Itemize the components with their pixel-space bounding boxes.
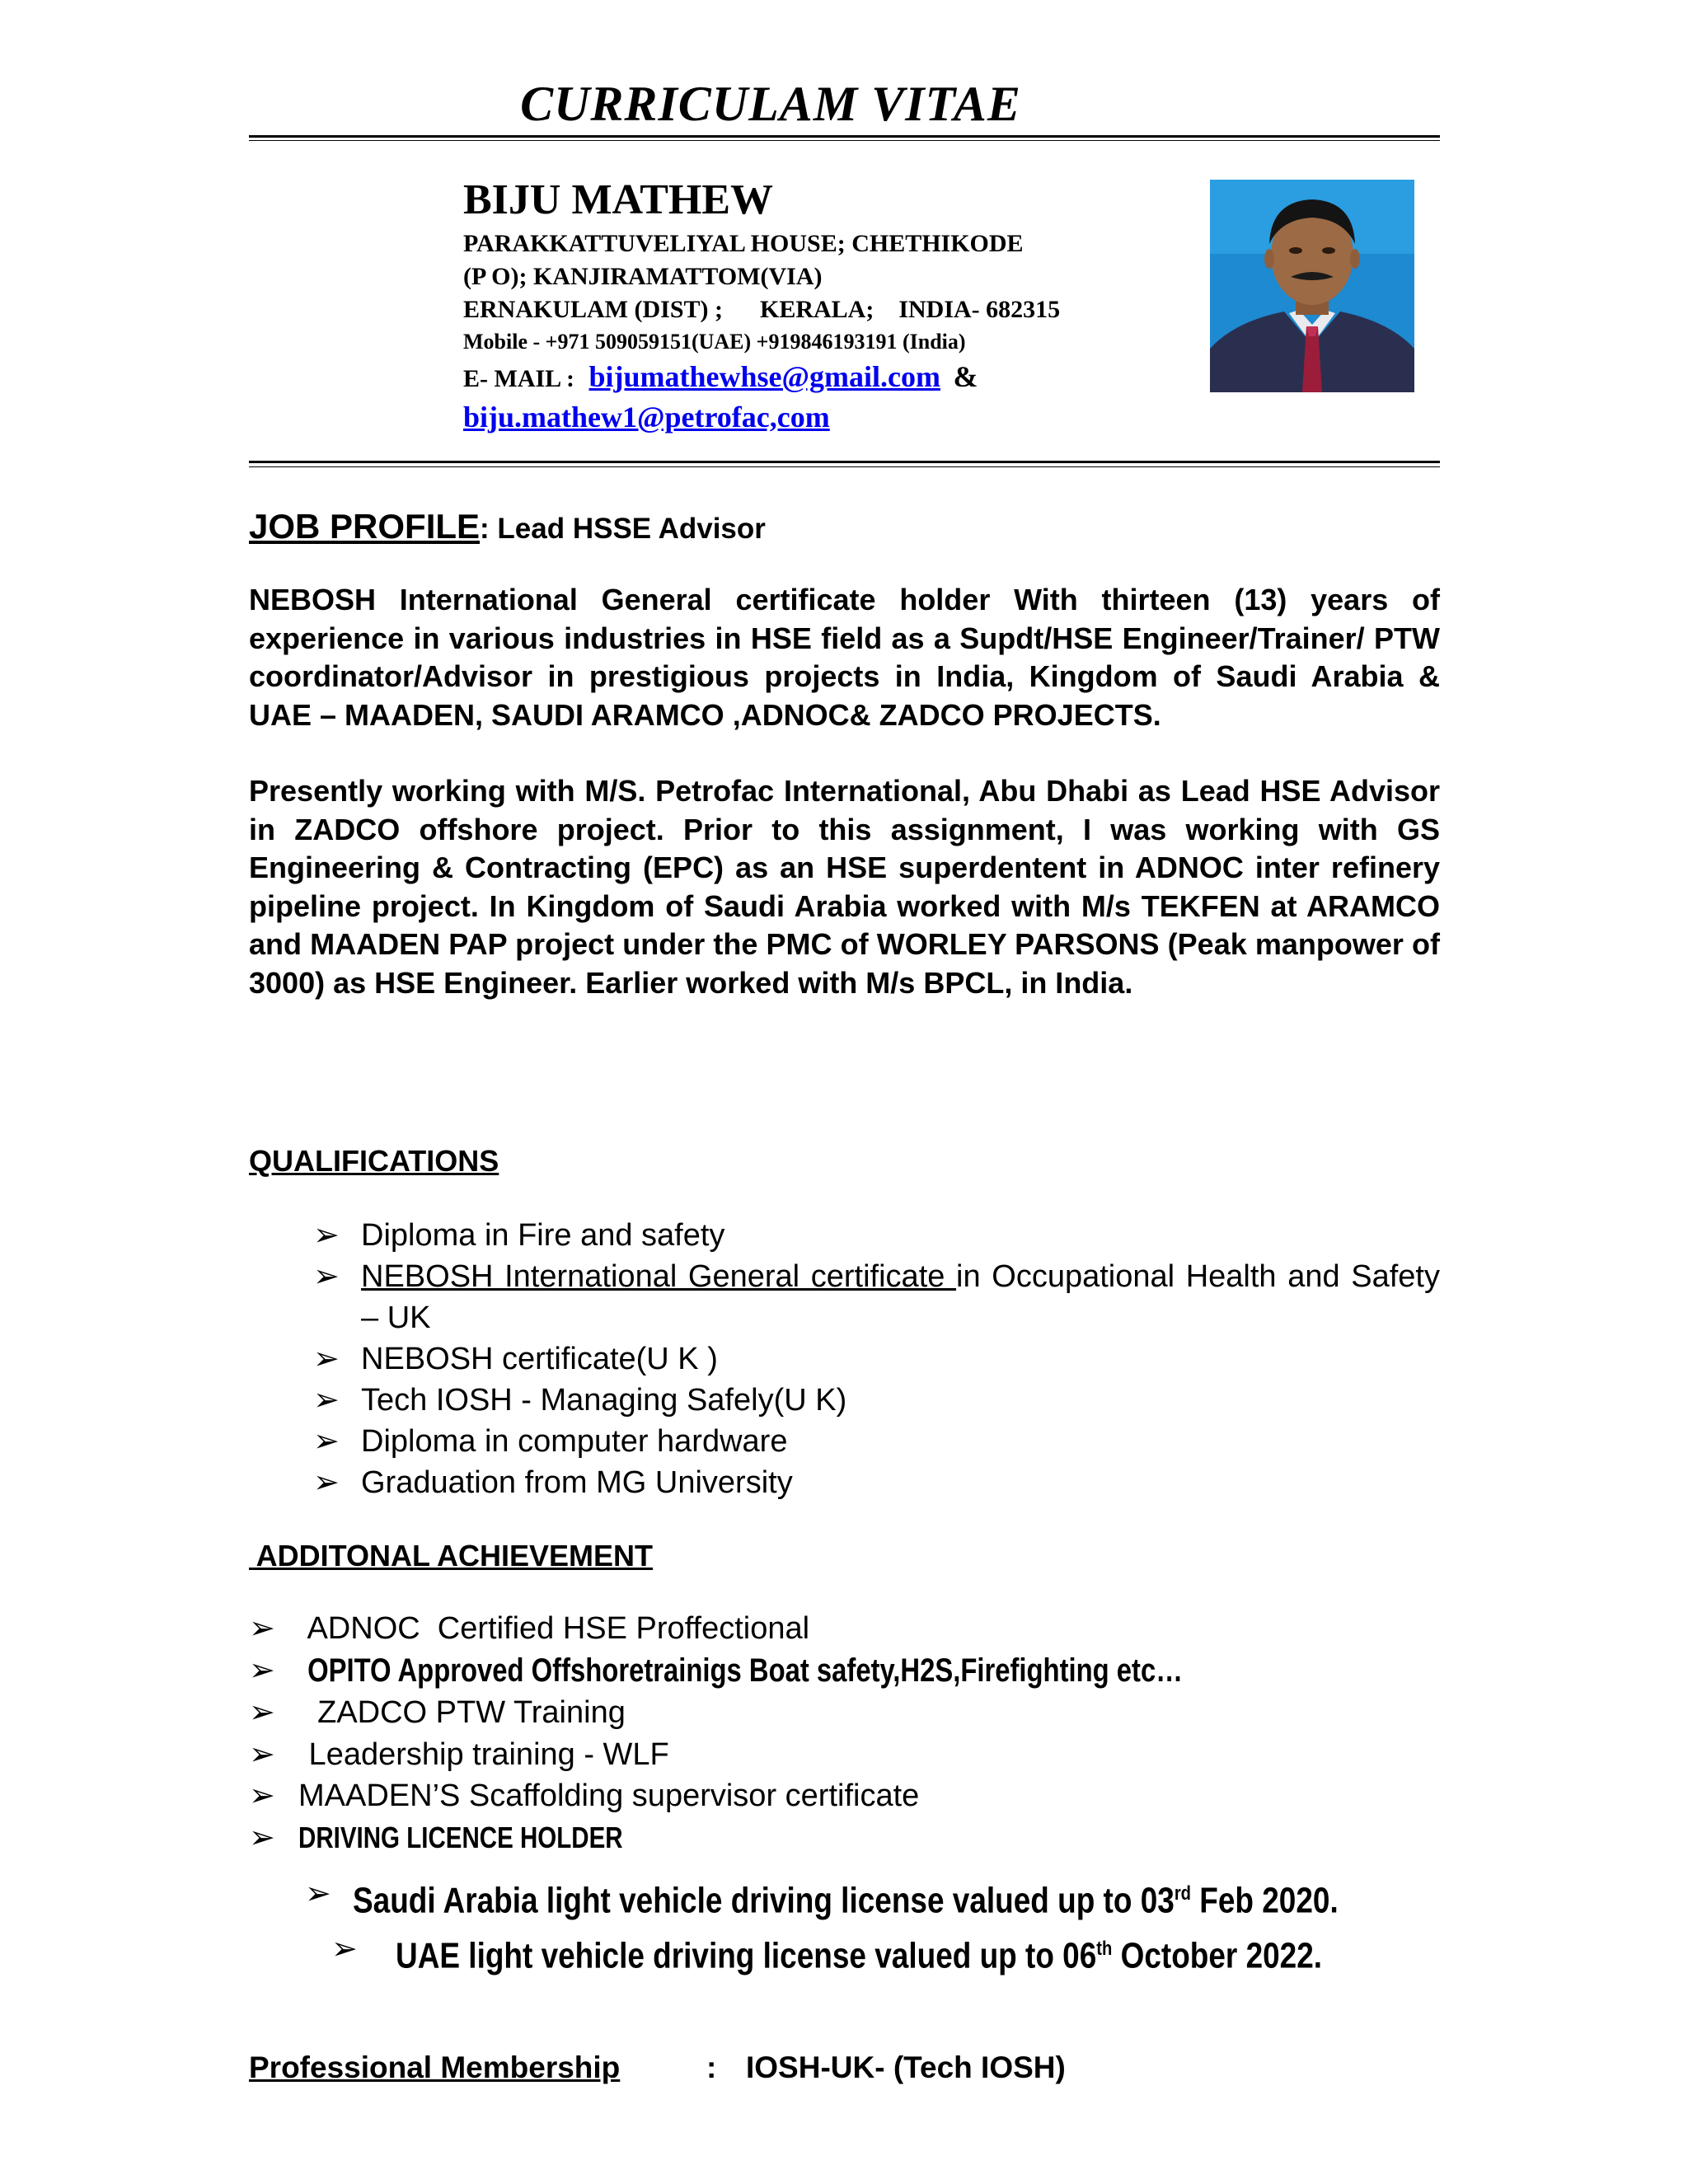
current-employment: Presently working with M/S. Petrofac International, Abu Dhabi as Lead HSE Advisor in ZADCO offshore project. Prior to this assignment, I was working with GS Engineering & Contracting (EPC) as an HSE superdentent in ADNOC inter refinery pipeline project. In Kingdom of Saudi Arabia worked with M/s TEKFEN at ARAMCO and MAADEN PAP project under the PMC of WORLEY PARSONS (Peak manpower of 3000) as HSE Engineer. Earlier worked with M/s BPCL, in India. bbox=[249, 774, 1440, 1000]
title-rule bbox=[249, 135, 1440, 138]
list-item bbox=[249, 1338, 1440, 1380]
license-text-main: Saudi Arabia light vehicle driving license valued up to 03 bbox=[353, 1880, 1175, 1921]
list-item-text: OPITO Approved Offshoretrainigs Boat safety,H2S,Firefighting etc… bbox=[300, 1652, 1184, 1689]
additional-heading: ADDITONAL ACHIEVEMENT bbox=[249, 1539, 654, 1572]
candidate-name: BIJU MATHEW bbox=[463, 176, 774, 223]
mobile-numbers: Mobile - +971 509059151(UAE) +919846193191 (India) bbox=[463, 330, 966, 354]
list-item-text: Diploma in Fire and safety bbox=[361, 1218, 725, 1253]
list-item bbox=[249, 1734, 1440, 1776]
license-text bbox=[353, 1870, 1339, 1925]
list-item-text: Tech IOSH - Managing Safely(U K) bbox=[361, 1383, 847, 1418]
list-item-text: DRIVING LICENCE HOLDER bbox=[298, 1820, 623, 1854]
address-line-3: ERNAKULAM (DIST) ; KERALA; INDIA- 682315 bbox=[463, 296, 1061, 323]
email-link-gmail[interactable]: bijumathewhse@gmail.com bbox=[588, 360, 940, 393]
list-item bbox=[249, 1608, 1440, 1650]
list-item-text: Leadership training - WLF bbox=[300, 1736, 669, 1772]
arrow-icon: ➢ bbox=[331, 1931, 358, 1966]
job-profile-section bbox=[249, 507, 1440, 1002]
list-item-text: Graduation from MG University bbox=[361, 1465, 793, 1500]
list-item-text: MAADEN’S Scaffolding supervisor certificate bbox=[298, 1779, 920, 1813]
job-profile-heading bbox=[249, 507, 1440, 546]
header-rule bbox=[249, 461, 1440, 463]
job-profile-colon: : bbox=[480, 513, 490, 545]
qualifications-list bbox=[249, 1215, 1440, 1503]
list-item bbox=[249, 1817, 1440, 1859]
list-item bbox=[249, 1215, 1440, 1256]
job-profile-value: Lead HSSE Advisor bbox=[489, 513, 766, 545]
list-item bbox=[249, 1650, 1440, 1693]
qualifications-heading: QUALIFICATIONS bbox=[249, 1144, 499, 1178]
membership-value: IOSH-UK- (Tech IOSH) bbox=[746, 2050, 1066, 2084]
email-label: E- MAIL : bbox=[463, 365, 574, 392]
achievement-list bbox=[249, 1608, 1440, 1858]
list-item-text: in Occupational Health and Safety – UK bbox=[361, 1259, 1440, 1335]
membership-colon: : bbox=[706, 2050, 717, 2084]
list-item-text: ADNOC Certified HSE Proffectional bbox=[300, 1611, 810, 1646]
title-rule-thin bbox=[249, 140, 1440, 141]
email-separator: & bbox=[953, 360, 978, 393]
list-item bbox=[249, 1421, 1440, 1462]
license-text-end: October 2022. bbox=[1112, 1935, 1323, 1976]
list-item-underlined: NEBOSH International General certificate bbox=[361, 1259, 957, 1294]
license-superscript: rd bbox=[1174, 1882, 1191, 1905]
email-row bbox=[463, 358, 1189, 398]
list-item-text: NEBOSH certificate(U K ) bbox=[361, 1342, 718, 1376]
license-text-end: Feb 2020. bbox=[1190, 1880, 1339, 1921]
license-uae bbox=[249, 1925, 1440, 1980]
contact-header bbox=[463, 173, 1189, 438]
list-item bbox=[249, 1462, 1440, 1503]
membership-label: Professional Membership bbox=[249, 2050, 621, 2084]
profile-photo bbox=[1210, 180, 1414, 392]
additional-achievement-section bbox=[249, 1539, 1440, 1980]
list-item bbox=[249, 1692, 1440, 1734]
job-profile-label: JOB PROFILE bbox=[249, 507, 481, 546]
header-rule-thin bbox=[249, 466, 1440, 467]
license-text bbox=[396, 1925, 1322, 1980]
address-line-1: PARAKKATTUVELIYAL HOUSE; CHETHIKODE bbox=[463, 230, 1024, 257]
email-link-petrofac[interactable]: biju.mathew1@petrofac,com bbox=[463, 401, 830, 434]
list-item bbox=[249, 1256, 1440, 1338]
arrow-icon: ➢ bbox=[305, 1877, 331, 1911]
license-saudi bbox=[249, 1870, 1440, 1925]
list-item bbox=[249, 1380, 1440, 1421]
list-item-text: Diploma in computer hardware bbox=[361, 1424, 788, 1459]
license-superscript: th bbox=[1096, 1937, 1113, 1960]
list-item-text: ZADCO PTW Training bbox=[300, 1695, 626, 1730]
license-text-main: UAE light vehicle driving license valued up to 06 bbox=[396, 1935, 1097, 1976]
profile-summary: NEBOSH International General certificate holder With thirteen (13) years of experience in various industries in HSE field as a Supdt/HSE Engineer/Trainer/ PTW coordinator/Advisor in prestigious projects in India, Kingdom of Saudi Arabia & UAE – MAADEN, SAUDI ARAMCO ,ADNOC& ZADCO PROJECTS. bbox=[249, 583, 1440, 732]
document-title: CURRICULAM VITAE bbox=[520, 77, 1021, 131]
email-row-2 bbox=[463, 398, 1189, 438]
profile-photo-image bbox=[1210, 180, 1414, 392]
list-item bbox=[249, 1775, 1440, 1817]
qualifications-section bbox=[249, 1144, 1440, 1503]
address-line-2: (P O); KANJIRAMATTOM(VIA) bbox=[463, 263, 823, 290]
membership-section bbox=[249, 2050, 1440, 2085]
